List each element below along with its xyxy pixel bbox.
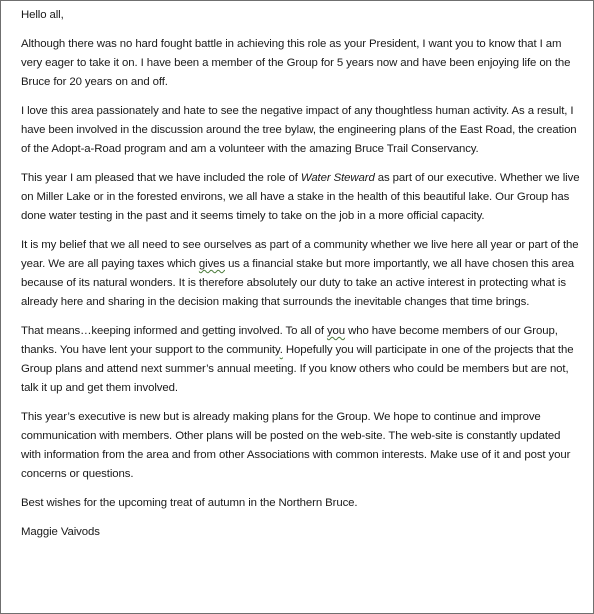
- paragraph-get-involved-text-middle: who have become members of our Group, thanks. You have lent your support to the community: [21, 325, 558, 356]
- paragraph-get-involved-text-end: Hopefully you will participate in one of the projects that the Group plans and attend next summer’s annual meeting. If you know others who could be members but are not, talk it up and get them involved.: [21, 344, 574, 394]
- paragraph-community: [21, 236, 583, 312]
- paragraph-executive-plans: This year’s executive is new but is already making plans for the Group. We hope to continue and improve communication with members. Other plans will be posted on the web-site. The web-site is constantly updated with information from the area and from other Associations with common interests. Make use of it and post your concerns or questions.: [21, 411, 571, 480]
- paragraph-community-text-end: us a financial stake but more importantly, we all have chosen this area because of its natural wonders. It is therefore absolutely our duty to take an active interest in protecting what is already here and sharing in the decision making that surrounds the inevitable changes that time brings.: [21, 258, 575, 308]
- paragraph-get-involved-text-start: That means…keeping informed and getting involved. To all of: [21, 325, 327, 337]
- paragraph-get-involved: [21, 322, 583, 398]
- paragraph-community-text-start: It is my belief that we all need to see ourselves as part of a community whether we live here all year or part of the year. We are all paying taxes which: [21, 239, 579, 270]
- paragraph-role-intro: Although there was no hard fought battle in achieving this role as your President, I want you to know that I am very eager to take it on. I have been a member of the Group for 5 years now and have been enjoying life on the Bruce for 20 years on and off.: [21, 38, 571, 88]
- greeting: Hello all,: [21, 9, 64, 21]
- grammar-flagged-punctuation: .: [279, 344, 283, 356]
- paragraph-water-steward-text-start: This year I am pleased that we have included the role of: [21, 172, 301, 184]
- paragraph-involvement: I love this area passionately and hate to see the negative impact of any thoughtless human activity. As a result, I have been involved in the discussion around the tree bylaw, the engineering plans of the East Road, the creation of the Adopt-a-Road program and am a volunteer with the amazing Bruce Trail Conservancy.: [21, 105, 577, 155]
- water-steward-emphasis: Water Steward: [300, 172, 375, 184]
- closing-line: Best wishes for the upcoming treat of autumn in the Northern Bruce.: [21, 497, 358, 509]
- paragraph-water-steward: [21, 169, 583, 226]
- signature: Maggie Vaivods: [21, 526, 100, 538]
- grammar-flagged-word: you: [326, 325, 346, 337]
- paragraph-water-steward-text-end: as part of our executive. Whether we live on Miller Lake or in the forested environs, we all have a stake in the health of this beautiful lake. Our Group has done water testing in the past and it seems timely to take on the job in a more official capacity.: [21, 172, 580, 222]
- grammar-flagged-word: gives: [198, 258, 225, 270]
